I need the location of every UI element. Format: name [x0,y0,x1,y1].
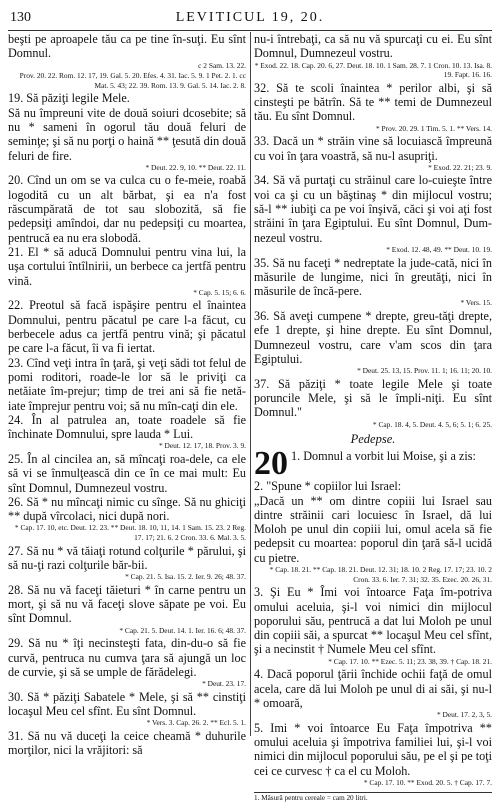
cross-reference: * Cap. 17. 10, etc. Deut. 12. 23. ** Deut. 18. 10, 11, 14. 1 Sam. 15. 23. 2 Reg. 17. 17; 21. 6. 2 Cron. 33. 6. Mal. 3. 5. [14,523,246,543]
verse-text: 28. Să nu vă faceţi tăieturi * în carne pentru un mort, şi să nu vă faceţi slove săpate pe voi. Eu sînt Domnul. [8,582,246,626]
verse-text: 20. Cînd un om se va culca cu o fe-meie, roabă logodită cu un alt bărbat, şi ea n'a fost răscumpărată de tot sau slobozită, să fie pedepsiţi amîndoi, dar nu pedepsiţi cu moartea, pentrucă ea nu era slobodă. [8,173,246,245]
cross-reference: * Prov. 20. 29. 1 Tim. 5. 1. ** Vers. 14. [375,123,492,133]
cross-reference: * Deut. 17. 2, 3, 5. [436,710,492,720]
verse-text: 19. Să păziţi legile Mele. [8,91,130,106]
right-column [254,32,492,802]
cross-reference: * Cap. 17. 10. ** Ezec. 5. 11; 23. 38, 39. † Cap. 18. 21. [328,656,492,666]
verse-text: 2. "Spune * copiilor lui Israel: [254,479,402,494]
page-number: 130 [10,10,31,25]
verse-text: 36. Să aveţi cumpene * drepte, greu-tăţi drepte, efe 1 drepte, şi hine drepte. Eu sînt Domnul, Dumnezeul vostru, care v'am scos din ţara Egiptului. [254,309,492,366]
cross-reference: * Cap. 21. 5. Isa. 15. 2. Ier. 9. 26; 48. 37. [125,572,246,582]
verse-text: 33. Dacă un * străin vine să locuiască împreună cu voi în ţara voastră, să nu-l asupriţi. [254,134,492,163]
cross-reference: * Exod. 22. 21; 23. 9. [428,162,492,172]
verse-text: 5. Imi * voi întoarce Eu Faţa împotriva ** omului aceluia şi împotriva familiei lui, şi-l voi nimici din mijlocul poporului său, pe el şi pe toţi cei ce curvesc † ca el cu Moloh. [254,720,492,778]
cross-reference: * Vers. 15. [460,298,492,308]
verse-text: 34. Să vă purtaţi cu străinul care lo-cuieşte între voi ca şi cu un băştinaş * din mijlocul vostru; să-l ** iubiţi ca pe voi înşivă, căci şi voi aţi fost străini în ţara Egiptului. Eu sînt Domnul, Dum-nezeul vostru. [254,173,492,245]
cross-reference: * Vers. 3. Cap. 26. 2. ** Ecl. 5. 1. [146,718,246,728]
verse-text: 29. Să nu * îţi necinsteşti fata, din-du-o să fie curvă, pentruca nu cumva ţara să ajungă un loc de curvie, şi să se umple de fărădelegi. [8,636,246,679]
cross-reference: * Exod. 22. 18. Cap. 20. 6, 27. Deut. 18. 10. 1 Sam. 28. 7. 1 Cron. 10. 13. Isa. 8. 19. Fapt. 16. 16. [254,60,492,80]
verse-text: 30. Să * păziţi Sabatele * Mele, şi să ** cinstiţi locaşul Meu cel sfînt. Eu sînt Domnul. [8,689,246,719]
verse-text: 24. În al patrulea an, toate roadele să fie închinate Domnului, spre lauda * Lui. [8,412,246,442]
cross-reference: * Deut. 23. 17. [202,679,246,689]
left-column [8,32,246,758]
cross-reference: * Cap. 21. 5. Deut. 14. 1. Ier. 16. 6; 48. 37. [119,625,246,635]
page-header [8,10,492,31]
verse-text: 4. Dacă poporul ţării închide ochii faţă de omul acela, care dă lui Moloh pe unul di ai săi, şi nu-l * omoară, [254,667,492,710]
verse-text: 37. Să păziţi * toate legile Mele şi toate poruncile Mele, şi să le împli-niţi. Eu sînt Domnul." [254,376,492,420]
chapter-number: 20 [254,445,288,483]
verse-text: 1. Domnul a vorbit lui Moise, şi a zis: [291,449,476,464]
cross-reference: * Exod. 12. 48, 49. ** Deut. 10. 19. [386,244,492,254]
verse-text: Să nu împreuni vite de două soiuri dcosebite; să nu * sameni în ogorul tău două feluri de seminţe; şi să nu porţi o haină ** ţesută din două feluri de fire. [8,105,246,163]
chapter-start [254,445,492,483]
verse-text: 26. Să * nu mîncaţi nimic cu sînge. Să nu ghiciţi ** după vîrcolaci, nici după nori. [8,494,246,524]
cross-reference: c 2 Sam. 13. 22. [198,60,246,70]
verse-text: 22. Preotul să facă ispăşire pentru el înaintea Domnului, pentru păcatul pe care l-a făcut, cu berbecele adus ca jertfă pentru vină; şi păcatul pe care l-a făcut, îi va fi iertat. [8,298,246,356]
cross-reference: * Deut. 12. 17, 18. Prov. 3. 9. [159,441,246,451]
footnote: 1. Măsură pentru cereale = cam 20 litri. [254,792,492,802]
verse-text: „Dacă un ** om dintre copiii lui Israel sau dintre străinii cari locuiesc în Israel, dă lui Moloh pe unul din copiii lui, omul acela să fie pedepsit cu moartea: poporul din ţară să-l ucidă cu pietre. [254,493,492,565]
verse-text: beşti pe aproapele tău ca pe tine în-suţi. Eu sînt Domnul. [8,32,246,61]
cross-reference: * Deut. 25. 13, 15. Prov. 11. 1; 16. 11; 20. 10. [357,366,492,376]
verse-text: 21. El * să aducă Domnului pentru vina lui, la uşa cortului întîlnirii, un berbece ca jertfă pentru vină. [8,244,246,288]
verse-text: 3. Şi Eu * Îmi voi întoarce Faţa îm-potriva omului aceluia, şi-l voi nimici din mijlocul poporului său, pentrucă a dat lui Moloh pe unul din copiii săi, a spurcat ** locaşul Meu cel sfînt, şi a necinstit † Numele Meu cel sfînt. [254,585,492,657]
running-head: LEVITICUL 19, 20. [175,10,325,25]
cross-reference: * Deut. 22. 9, 10. ** Deut. 22. 11. [145,162,246,172]
cross-reference: Prov. 20. 22. Rom. 12. 17, 19. Gal. 5. 20. Efes. 4. 31. Iac. 5. 9. 1 Pet. 2. 1. cc Mat. 5. 43; 22. 39. Rom. 13. 9. Gal. 5. 14. Iac. 2. 8. [19,71,246,90]
text-columns [8,32,492,802]
verse-text: nu-i întrebaţi, ca să nu vă spurcaţi cu ei. Eu sînt Domnul, Dumnezeul vostru. [254,32,492,61]
verse-text: 25. În al cincilea an, să mîncaţi roa-dele, ca ele să vi se înmulţească din ce în ce mai mult: Eu sînt Domnul, Dumnezeul vostru. [8,451,246,495]
cross-reference: * Cap. 17. 10. ** Exod. 20. 5. † Cap. 17. 7. [363,778,492,787]
verse-text: 32. Să te scoli înaintea * perilor albi, şi să cinsteşti pe bătrîn. Să te ** temi de Dumnezeul tău. Eu sînt Domnul. [254,80,492,124]
column-divider [250,32,251,736]
section-heading: Pedepse. [350,432,396,447]
cross-reference: * Cap. 5. 15; 6. 6. [193,287,246,297]
verse-text: 27. Să nu * vă tăiaţi rotund colţurile * părului, şi să nu-ţi razi colţurile băr-bii. [8,543,246,572]
cross-reference: * Cap. 18. 21. ** Cap. 18. 21. Deut. 12. 31; 18. 10. 2 Reg. 17. 17; 23. 10. 2 Cron. 33. 6. Ier. 7. 31; 32. 35. Ezec. 20. 26, 31. [269,565,492,584]
cross-reference: * Cap. 18. 4, 5. Deut. 4. 5, 6; 5. 1; 6. 25. [372,419,492,429]
verse-text: 35. Să nu faceţi * nedreptate la jude-cată, nici în măsurile de lungime, nici în greutăţi, nici în măsurile de încă-pere. [254,255,492,299]
verse-text: 31. Să nu vă duceţi la ceice cheamă * duhurile morţilor, nici la vrăjitori: să [8,729,246,758]
verse-text: 23. Cînd veţi intra în ţară, şi veţi sădi tot felul de pomi roditori, roade-le lor să le priviţi ca netăiate îm-prejur; timp de trei ani să fie netă-iate împrejur pentru voi; să nu mîn-caţi din ele. [8,355,246,413]
